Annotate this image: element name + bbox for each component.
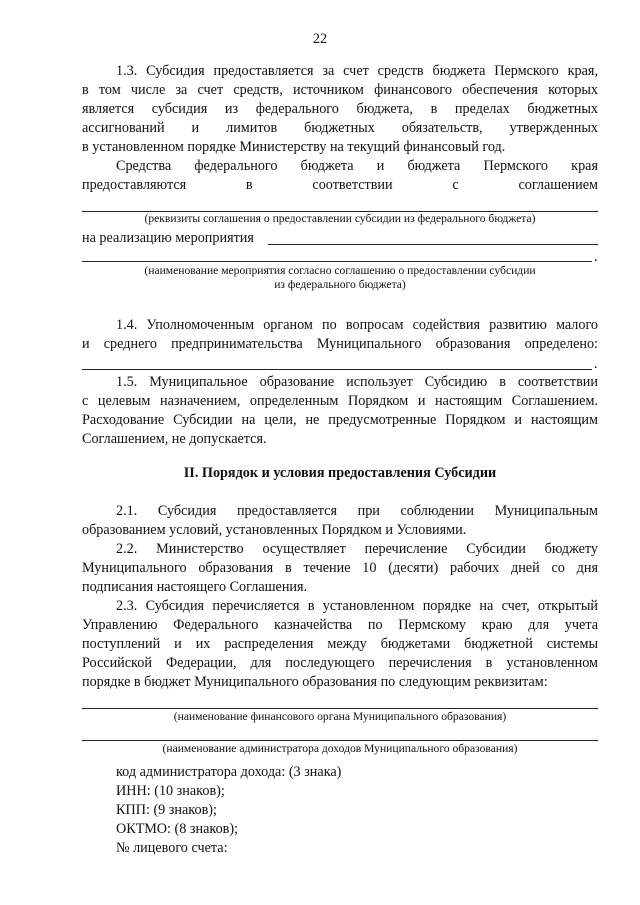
- p1-5-line-1: 1.5. Муниципальное образование использует Субсидию в соответствии: [116, 374, 598, 390]
- p2-2-line-1: 2.2. Министерство осуществляет перечисление Субсидии бюджету: [116, 541, 598, 557]
- p1-4-line-1: 1.4. Уполномоченным органом по вопросам содействия развитию малого: [116, 317, 598, 333]
- p2-3-line-3: поступлений и их распределения между бюджетами бюджетной системы: [82, 636, 598, 652]
- p2-1-line-2: образованием условий, установленных Порядком и Условиями.: [82, 522, 467, 538]
- p1-4-line-2: и среднего предпринимательства Муниципального образования определено:: [82, 336, 598, 352]
- requisite-kpp: КПП: (9 знаков);: [116, 802, 217, 818]
- page-number: 22: [312, 31, 328, 47]
- p2-2-line-3: подписания настоящего Соглашения.: [82, 579, 308, 595]
- p-fed-line-1: Средства федерального бюджета и бюджета Пермского края: [116, 158, 598, 174]
- event-label: на реализацию мероприятия: [82, 230, 254, 246]
- event-blank-line-2[interactable]: [82, 261, 592, 262]
- authority-blank-line[interactable]: [82, 369, 592, 370]
- event-blank-line-1[interactable]: [268, 244, 598, 245]
- event-end-dot: .: [594, 249, 598, 265]
- p-fed-line-2: предоставляются в соответствии с соглашением: [82, 177, 598, 193]
- caption-fin-org: (наименование финансового органа Муниципального образования): [173, 710, 507, 723]
- fin-org-blank-line[interactable]: [82, 708, 598, 709]
- caption-event-line-1: (наименование мероприятия согласно соглашению о предоставлении субсидии: [144, 264, 536, 277]
- caption-event-line-2: из федерального бюджета): [274, 278, 406, 291]
- caption-admin: (наименование администратора доходов Муниципального образования): [162, 742, 518, 755]
- caption-agreement: (реквизиты соглашения о предоставлении субсидии из федерального бюджета): [144, 212, 536, 225]
- p2-3-line-2: Управлению Федерального казначейства по Пермскому краю для учета: [82, 617, 598, 633]
- p2-3-line-5: порядке в бюджет Муниципального образования по следующим реквизитам:: [82, 674, 548, 690]
- requisite-admin-code: код администратора дохода: (3 знака): [116, 764, 342, 780]
- p2-3-line-1: 2.3. Субсидия перечисляется в установленном порядке на счет, открытый: [116, 598, 598, 614]
- authority-end-dot: .: [594, 356, 598, 372]
- p1-5-line-3: Расходование Субсидии на цели, не предусмотренные Порядком и настоящим: [82, 412, 598, 428]
- p1-5-line-2: с целевым назначением, определенным Порядком и настоящим Соглашением.: [82, 393, 598, 409]
- requisite-oktmo: ОКТМО: (8 знаков);: [116, 821, 239, 837]
- p1-5-line-4: Соглашением, не допускается.: [82, 431, 267, 447]
- p1-3-line-4: ассигнований и лимитов бюджетных обязательств, утвержденных: [82, 120, 598, 136]
- p1-3-line-2: в том числе за счет средств, источником финансового обеспечения которых: [82, 82, 598, 98]
- p2-1-line-1: 2.1. Субсидия предоставляется при соблюдении Муниципальным: [116, 503, 598, 519]
- requisite-inn: ИНН: (10 знаков);: [116, 783, 225, 799]
- p2-3-line-4: Российской Федерации, для последующего перечисления в установленном: [82, 655, 598, 671]
- admin-blank-line[interactable]: [82, 740, 598, 741]
- p1-3-line-1: 1.3. Субсидия предоставляется за счет средств бюджета Пермского края,: [116, 63, 598, 79]
- section-2-title: II. Порядок и условия предоставления Субсидии: [183, 465, 497, 481]
- p1-3-line-3: является субсидия из федерального бюджета, в пределах бюджетных: [82, 101, 598, 117]
- p2-2-line-2: Муниципального образования в течение 10 (десяти) рабочих дней со дня: [82, 560, 598, 576]
- requisite-account-number: № лицевого счета:: [116, 840, 228, 856]
- p1-3-line-5: в установленном порядке Министерству на текущий финансовый год.: [82, 139, 506, 155]
